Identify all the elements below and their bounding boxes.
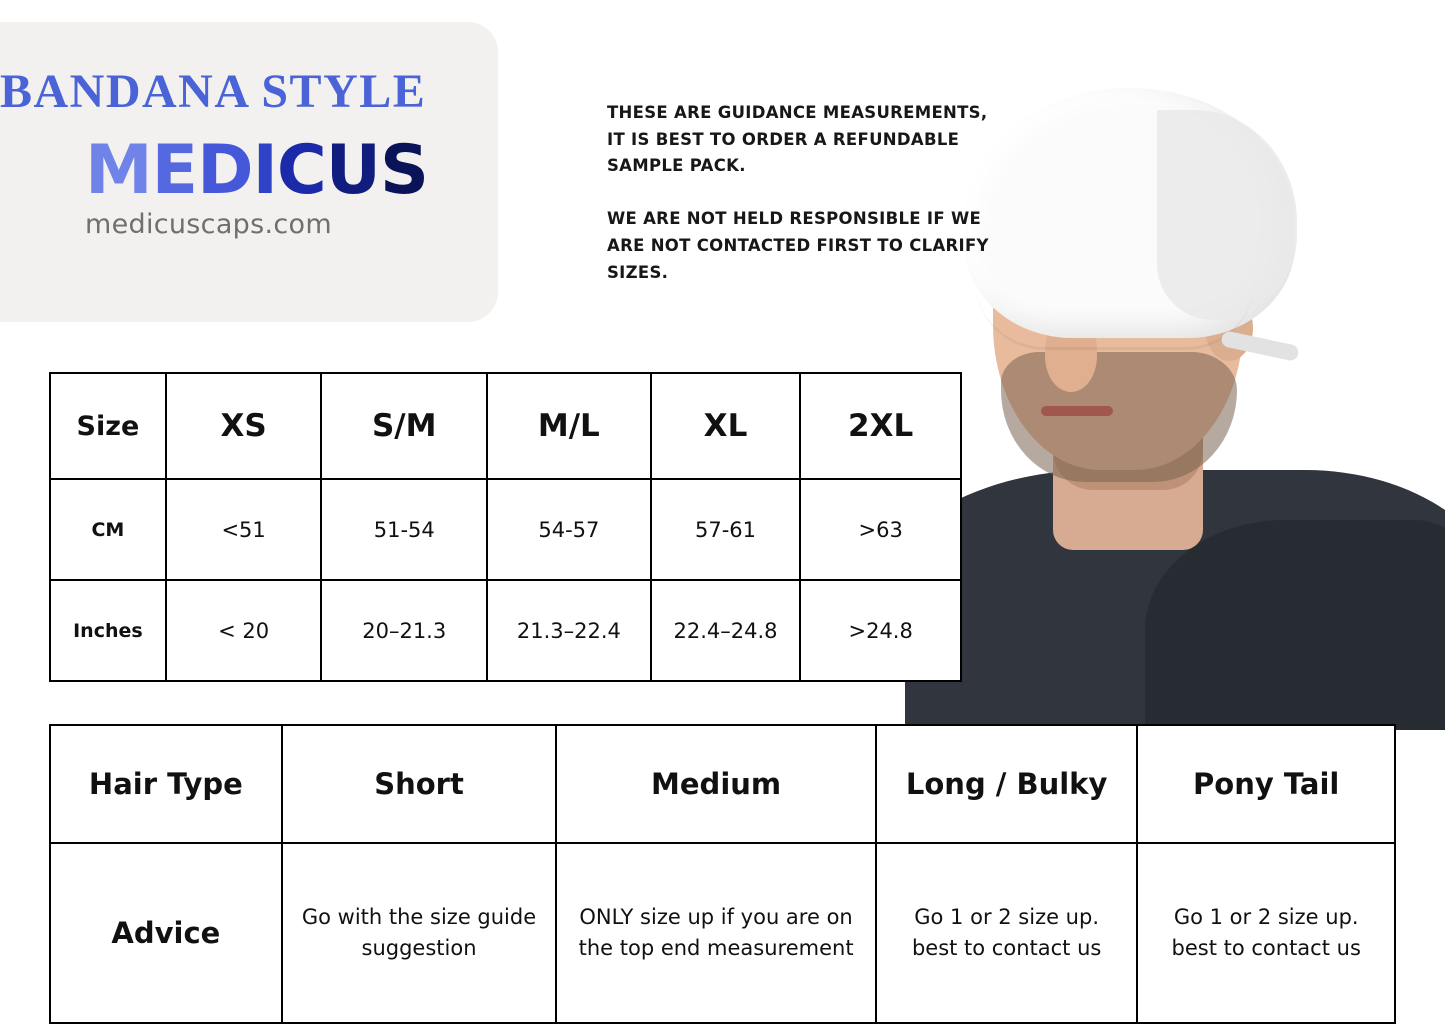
cell-cm-ml: 54-57: [487, 479, 651, 580]
hair-header-label: Hair Type: [50, 725, 282, 843]
cell-inches-sm: 20–21.3: [321, 580, 487, 681]
cell-inches-xs: < 20: [166, 580, 322, 681]
table-row: [50, 580, 961, 681]
hair-type-table: [49, 724, 1396, 1024]
hair-header-short: Short: [282, 725, 557, 843]
advice-medium: ONLY size up if you are on the top end measurement: [556, 843, 876, 1023]
cell-cm-xs: <51: [166, 479, 322, 580]
advice-short: Go with the size guide suggestion: [282, 843, 557, 1023]
table-row-header: [50, 725, 1395, 843]
size-header-ml: M/L: [487, 373, 651, 479]
brand-logo-inner: [0, 22, 498, 322]
advice-row-label: Advice: [50, 843, 282, 1023]
size-header-xs: XS: [166, 373, 322, 479]
advice-long: Go 1 or 2 size up. best to contact us: [876, 843, 1138, 1023]
size-header-sm: S/M: [321, 373, 487, 479]
cell-inches-xl: 22.4–24.8: [651, 580, 801, 681]
cell-cm-sm: 51-54: [321, 479, 487, 580]
cell-inches-ml: 21.3–22.4: [487, 580, 651, 681]
row-label-inches: Inches: [50, 580, 166, 681]
size-header-label: Size: [50, 373, 166, 479]
brand-headline: BANDANA STYLE: [0, 65, 427, 118]
size-header-xl: XL: [651, 373, 801, 479]
size-chart-table: [49, 372, 962, 682]
cell-inches-2xl: >24.8: [800, 580, 961, 681]
hair-header-ponytail: Pony Tail: [1137, 725, 1395, 843]
hair-header-long: Long / Bulky: [876, 725, 1138, 843]
row-label-cm: CM: [50, 479, 166, 580]
model-shirt-shadow: [1145, 520, 1445, 730]
brand-logo-card: [0, 22, 498, 322]
brand-website: medicuscaps.com: [85, 209, 332, 240]
size-header-2xl: 2XL: [800, 373, 961, 479]
table-row-header: [50, 373, 961, 479]
table-row: [50, 479, 961, 580]
note-line-2: WE ARE NOT HELD RESPONSIBLE IF WE ARE NOT CONTACTED FIRST TO CLARIFY SIZES.: [607, 209, 989, 282]
guidance-notes: [607, 100, 1007, 286]
note-line-1: THESE ARE GUIDANCE MEASUREMENTS, IT IS BEST TO ORDER A REFUNDABLE SAMPLE PACK.: [607, 103, 988, 176]
model-mouth: [1041, 406, 1113, 416]
cell-cm-2xl: >63: [800, 479, 961, 580]
advice-ponytail: Go 1 or 2 size up. best to contact us: [1137, 843, 1395, 1023]
cell-cm-xl: 57-61: [651, 479, 801, 580]
model-beard: [1001, 352, 1237, 482]
brand-name: MEDICUS: [85, 131, 428, 210]
hair-header-medium: Medium: [556, 725, 876, 843]
table-row: [50, 843, 1395, 1023]
cap-edge: [975, 280, 1255, 350]
